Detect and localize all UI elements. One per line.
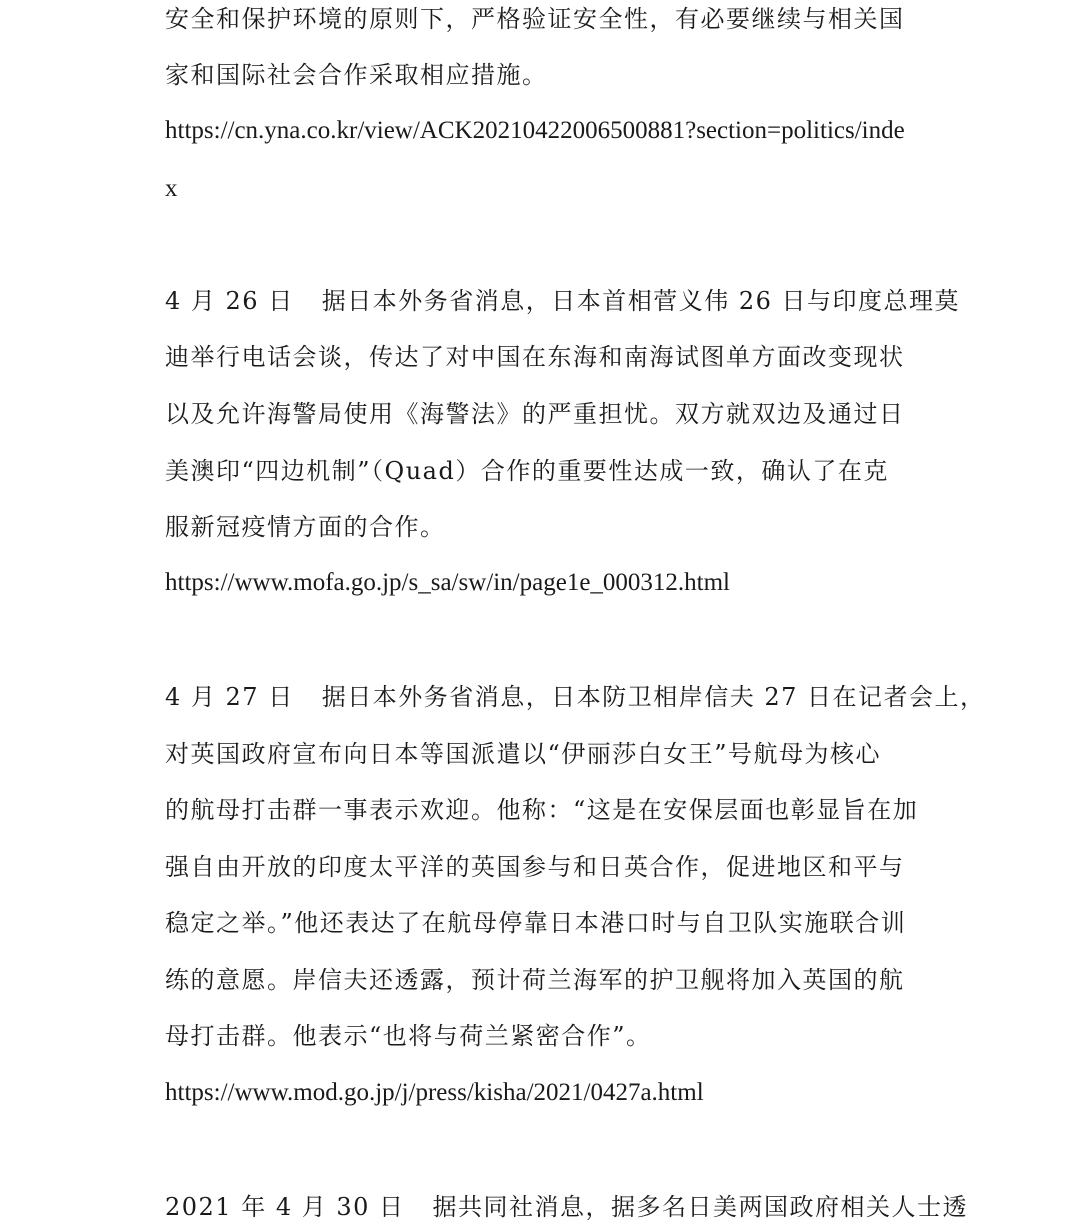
paragraph-line xyxy=(165,680,986,714)
paragraph-line: 家和国际社会合作采取相应措施。 xyxy=(165,61,548,89)
paragraph-line xyxy=(165,284,960,318)
paragraph-line: 服新冠疫情方面的合作。 xyxy=(165,513,446,541)
paragraph-line: 迪举行电话会谈，传达了对中国在东海和南海试图单方面改变现状 xyxy=(165,343,905,371)
paragraph-text: 据日本外务省消息，日本首相菅义伟 26 日与印度总理莫 xyxy=(321,287,960,315)
paragraph-line: 美澳印“四边机制”（Quad）合作的重要性达成一致，确认了在克 xyxy=(165,457,889,485)
source-url[interactable]: https://www.mod.go.jp/j/press/kisha/2021/0427a.html xyxy=(165,1079,704,1106)
entry-date: 4 月 26 日 xyxy=(165,287,294,315)
paragraph-line: 稳定之举。”他还表达了在航母停靠日本港口时与自卫队实施联合训 xyxy=(165,909,907,937)
source-url[interactable]: https://cn.yna.co.kr/view/ACK20210422006500881?section=politics/inde xyxy=(165,117,905,144)
paragraph-line: 对英国政府宣布向日本等国派遣以“伊丽莎白女王”号航母为核心 xyxy=(165,740,882,768)
paragraph-line: 的航母打击群一事表示欢迎。他称：“这是在安保层面也彰显旨在加 xyxy=(165,796,919,824)
entry-date: 4 月 27 日 xyxy=(165,683,294,711)
paragraph-text: 据共同社消息，据多名日美两国政府相关人士透 xyxy=(432,1193,969,1221)
paragraph-line: 以及允许海警局使用《海警法》的严重担忧。双方就双边及通过日 xyxy=(165,400,905,428)
source-url[interactable]: https://www.mofa.go.jp/s_sa/sw/in/page1e_000312.html xyxy=(165,569,731,596)
entry-date: 2021 年 4 月 30 日 xyxy=(165,1193,405,1221)
paragraph-line xyxy=(165,1190,969,1224)
paragraph-line: 母打击群。他表示“也将与荷兰紧密合作”。 xyxy=(165,1022,652,1050)
paragraph-line: 练的意愿。岸信夫还透露，预计荷兰海军的护卫舰将加入英国的航 xyxy=(165,966,905,994)
source-url-continuation[interactable]: x xyxy=(165,175,178,202)
paragraph-text: 据日本外务省消息，日本防卫相岸信夫 27 日在记者会上， xyxy=(321,683,986,711)
paragraph-line: 安全和保护环境的原则下，严格验证安全性，有必要继续与相关国 xyxy=(165,5,905,33)
paragraph-line: 强自由开放的印度太平洋的英国参与和日英合作，促进地区和平与 xyxy=(165,853,905,881)
